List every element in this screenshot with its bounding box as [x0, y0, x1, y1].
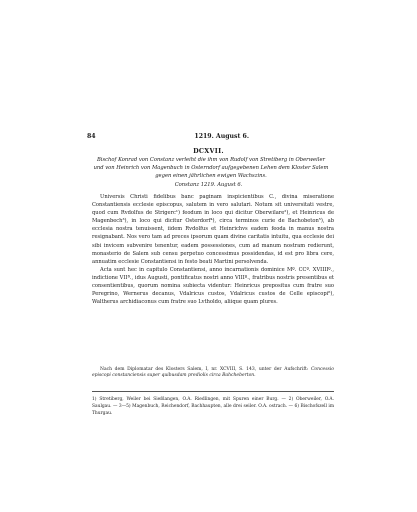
document-body [92, 193, 334, 306]
document-summary: Bischof Konrad von Constanz verleiht die ihm von Rudolf von Stretiberg in Oberweiler und von Heinrich von Magenbuch in Osterndorf aufgegebenen Lehen dem Kloster Salem gegen einen jährlichen ewigen Wachszins. [93, 157, 329, 180]
header-date: 1219. August 6. [194, 133, 249, 140]
document-dateline: Constanz 1219. August 6. [174, 182, 243, 188]
footnotes: 1) Stretiberg, Weiler bei Sießlangen, O.A. Riedlingen, mit Spuren einer Burg. — 2) Oberweiler, O.A. Saulgau. — 3—5) Magenbuch, Reichendorf, Bachhaupten, alle drei seiler. O.A. ostrach. — 6) Bischofszell im Thurgau. [92, 391, 334, 417]
page-header [87, 133, 335, 140]
document-number: DCXVII. [193, 147, 224, 155]
source-note-title: Concessio episcopi constanciensis super quibusdam prediolis circa Bahcheberton. [92, 367, 334, 379]
body-paragraph: Acta sunt hec in capitulo Constantiensi, anno incarnationis dominice Mº. CCº. XVIIIIº., indictione VIIª., idus Augusti, pontificatus nostri anno VIIIº., fratribus nostris presentibus et consentientibus, quorum nomina subiecta videntur: Heinricus prepositus cum fratre suo Peregrino, Wernerus decanus, Vdalricus custos, Vdalricus custos de Celle episcopi⁶), Waltherus archidiaconus cum fratre suo Lvtholdo, aliique quam plures. [92, 266, 334, 306]
page-number: 84 [87, 133, 96, 140]
source-note [92, 367, 334, 380]
body-paragraph: Universis Christi fidelibus banc paginam inspicientibus C., divina miseratione Constantiensis ecclesie episcopus, salutem in vero salutari. Notum sit universitati vestre, quod cum Rvdolfus de Strigerc¹) feodum in loco qui dicitur Oberwilare²), et Heinricus de Magenbech³), in loco qui dicitur Osterdorf⁴), circa terminos curie de Bachobeton⁵), ab ecclesia nostra tenuissent, iidem Rvdolfus et Heinrichvs eadem feoda in manus nostra resignabant. Nos vero tam ad preces ipsorum quam divine caritatis intuitu, qua ecclesie dei sibi invicem subvenire tenentur, eadem possessiones, cum ad manum nostram redierunt, monasterio de Salem sub censu perpetuo concessimus possidendas, id est pro libra cere, annuatim ecclesie Constantiensi in festo beati Martini persolvenda. [92, 194, 334, 265]
source-note-text: Nach dem Diplomatar des Klosters Salem, I, nr. XCVIII, S. 143, unter der Aufschrift: [100, 367, 311, 372]
